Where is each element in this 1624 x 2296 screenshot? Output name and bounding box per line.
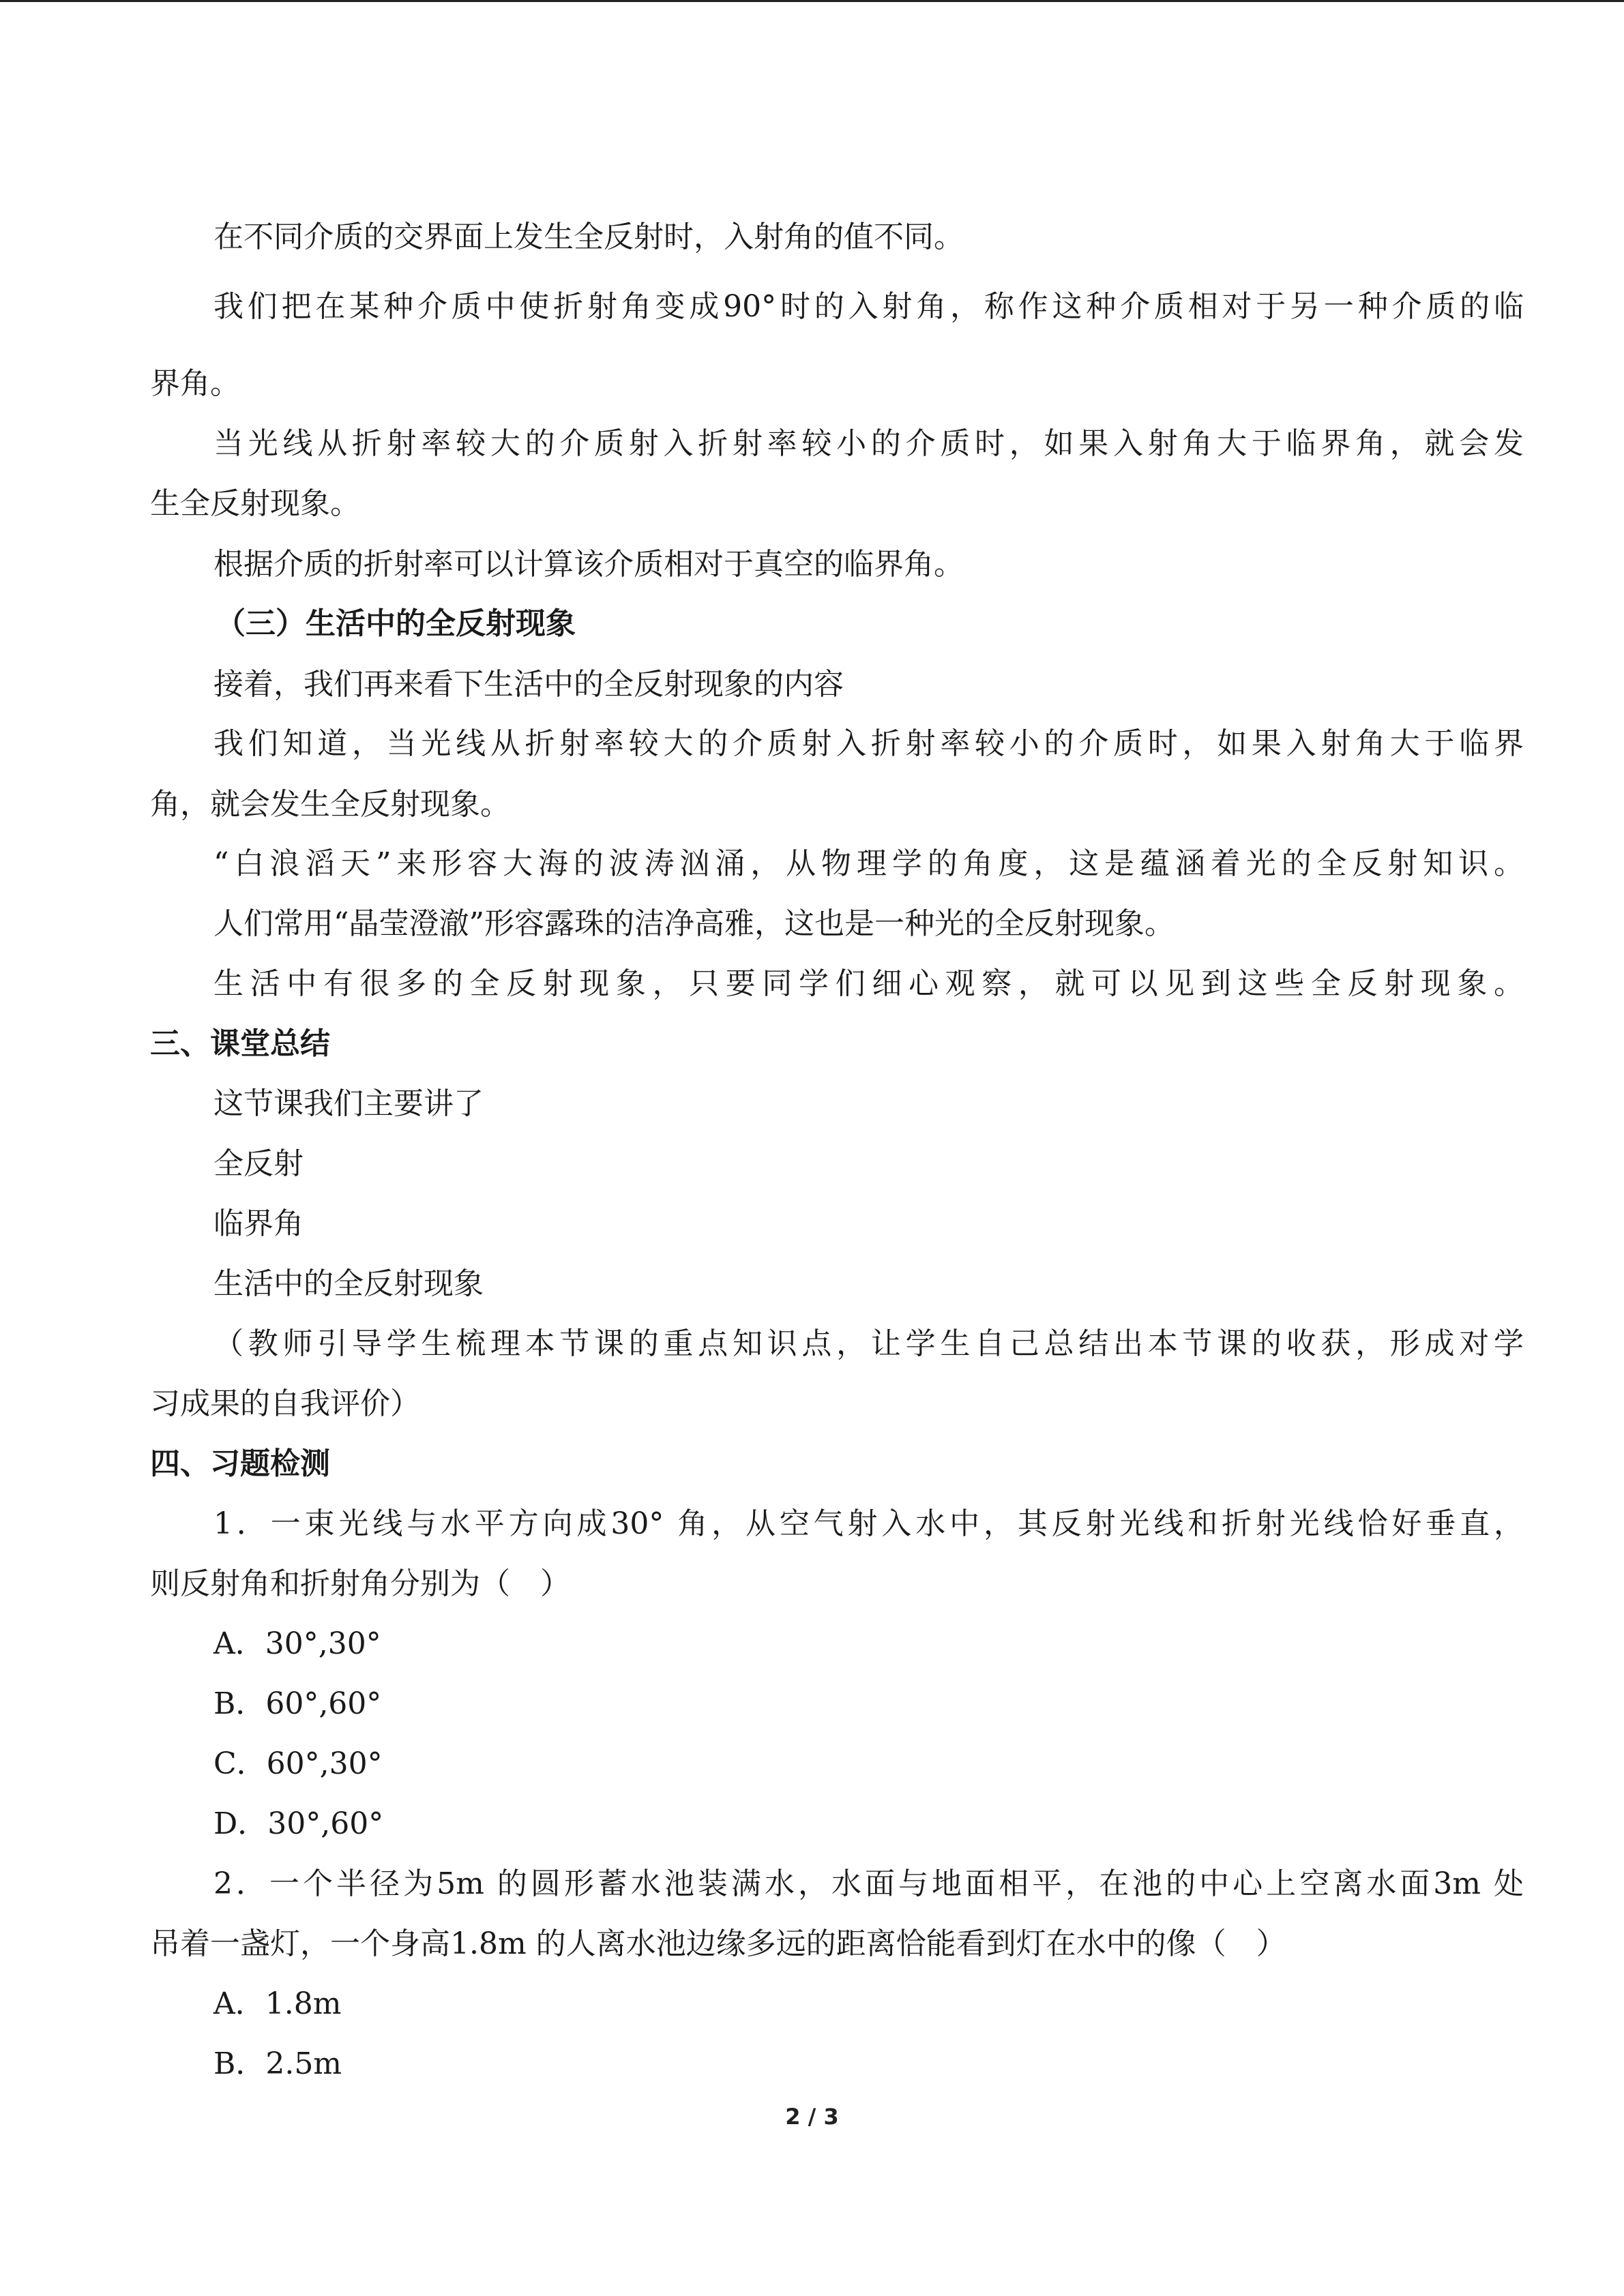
page-number: 2 / 3 bbox=[785, 2104, 839, 2130]
answer-option: B．2.5m bbox=[213, 2046, 342, 2081]
paragraph: 接着，我们再来看下生活中的全反射现象的内容 bbox=[213, 667, 844, 702]
paragraph: 界角。 bbox=[150, 366, 240, 401]
subsection-heading: （三）生活中的全反射现象 bbox=[216, 606, 576, 641]
paragraph: “白浪滔天”来形容大海的波涛汹涌，从物理学的角度，这是蕴涵着光的全反射知识。 bbox=[213, 846, 1524, 881]
paragraph: 人们常用“晶莹澄澈”形容露珠的洁净高雅，这也是一种光的全反射现象。 bbox=[213, 906, 1175, 941]
answer-option: D．30°,60° bbox=[213, 1806, 384, 1841]
section-heading: 三、课堂总结 bbox=[150, 1026, 330, 1061]
paragraph: 这节课我们主要讲了 bbox=[213, 1086, 484, 1121]
answer-option: A．30°,30° bbox=[213, 1626, 381, 1661]
question-text: 吊着一盏灯，一个身高1.8m 的人离水池边缘多远的距离恰能看到灯在水中的像（ ） bbox=[150, 1926, 1286, 1961]
answer-option: B．60°,60° bbox=[213, 1686, 382, 1721]
question-text: 1．一束光线与水平方向成30° 角，从空气射入水中，其反射光线和折射光线恰好垂直， bbox=[213, 1506, 1524, 1541]
paragraph: 在不同介质的交界面上发生全反射时，入射角的值不同。 bbox=[213, 220, 964, 254]
list-item: 临界角 bbox=[213, 1206, 304, 1241]
paragraph: 我们知道，当光线从折射率较大的介质射入折射率较小的介质时，如果入射角大于临界 bbox=[213, 726, 1524, 761]
list-item: 全反射 bbox=[213, 1146, 304, 1181]
paragraph: 生活中有很多的全反射现象，只要同学们细心观察，就可以见到这些全反射现象。 bbox=[213, 966, 1524, 1001]
list-item: 生活中的全反射现象 bbox=[213, 1266, 484, 1301]
paragraph: 习成果的自我评价） bbox=[150, 1386, 420, 1421]
answer-option: C．60°,30° bbox=[213, 1746, 383, 1781]
paragraph: 当光线从折射率较大的介质射入折射率较小的介质时，如果入射角大于临界角，就会发 bbox=[213, 426, 1524, 461]
section-heading: 四、习题检测 bbox=[150, 1446, 330, 1481]
answer-option: A．1.8m bbox=[213, 1986, 342, 2021]
paragraph: 角，就会发生全反射现象。 bbox=[150, 787, 510, 822]
paragraph: （教师引导学生梳理本节课的重点知识点，让学生自己总结出本节课的收获，形成对学 bbox=[213, 1326, 1524, 1361]
paragraph: 我们把在某种介质中使折射角变成90°时的入射角，称作这种介质相对于另一种介质的临 bbox=[213, 289, 1524, 324]
paragraph: 生全反射现象。 bbox=[150, 486, 360, 521]
question-text: 则反射角和折射角分别为（ ） bbox=[150, 1566, 570, 1601]
question-text: 2．一个半径为5m 的圆形蓄水池装满水，水面与地面相平，在池的中心上空离水面3m 处 bbox=[213, 1866, 1524, 1901]
paragraph: 根据介质的折射率可以计算该介质相对于真空的临界角。 bbox=[213, 547, 964, 582]
